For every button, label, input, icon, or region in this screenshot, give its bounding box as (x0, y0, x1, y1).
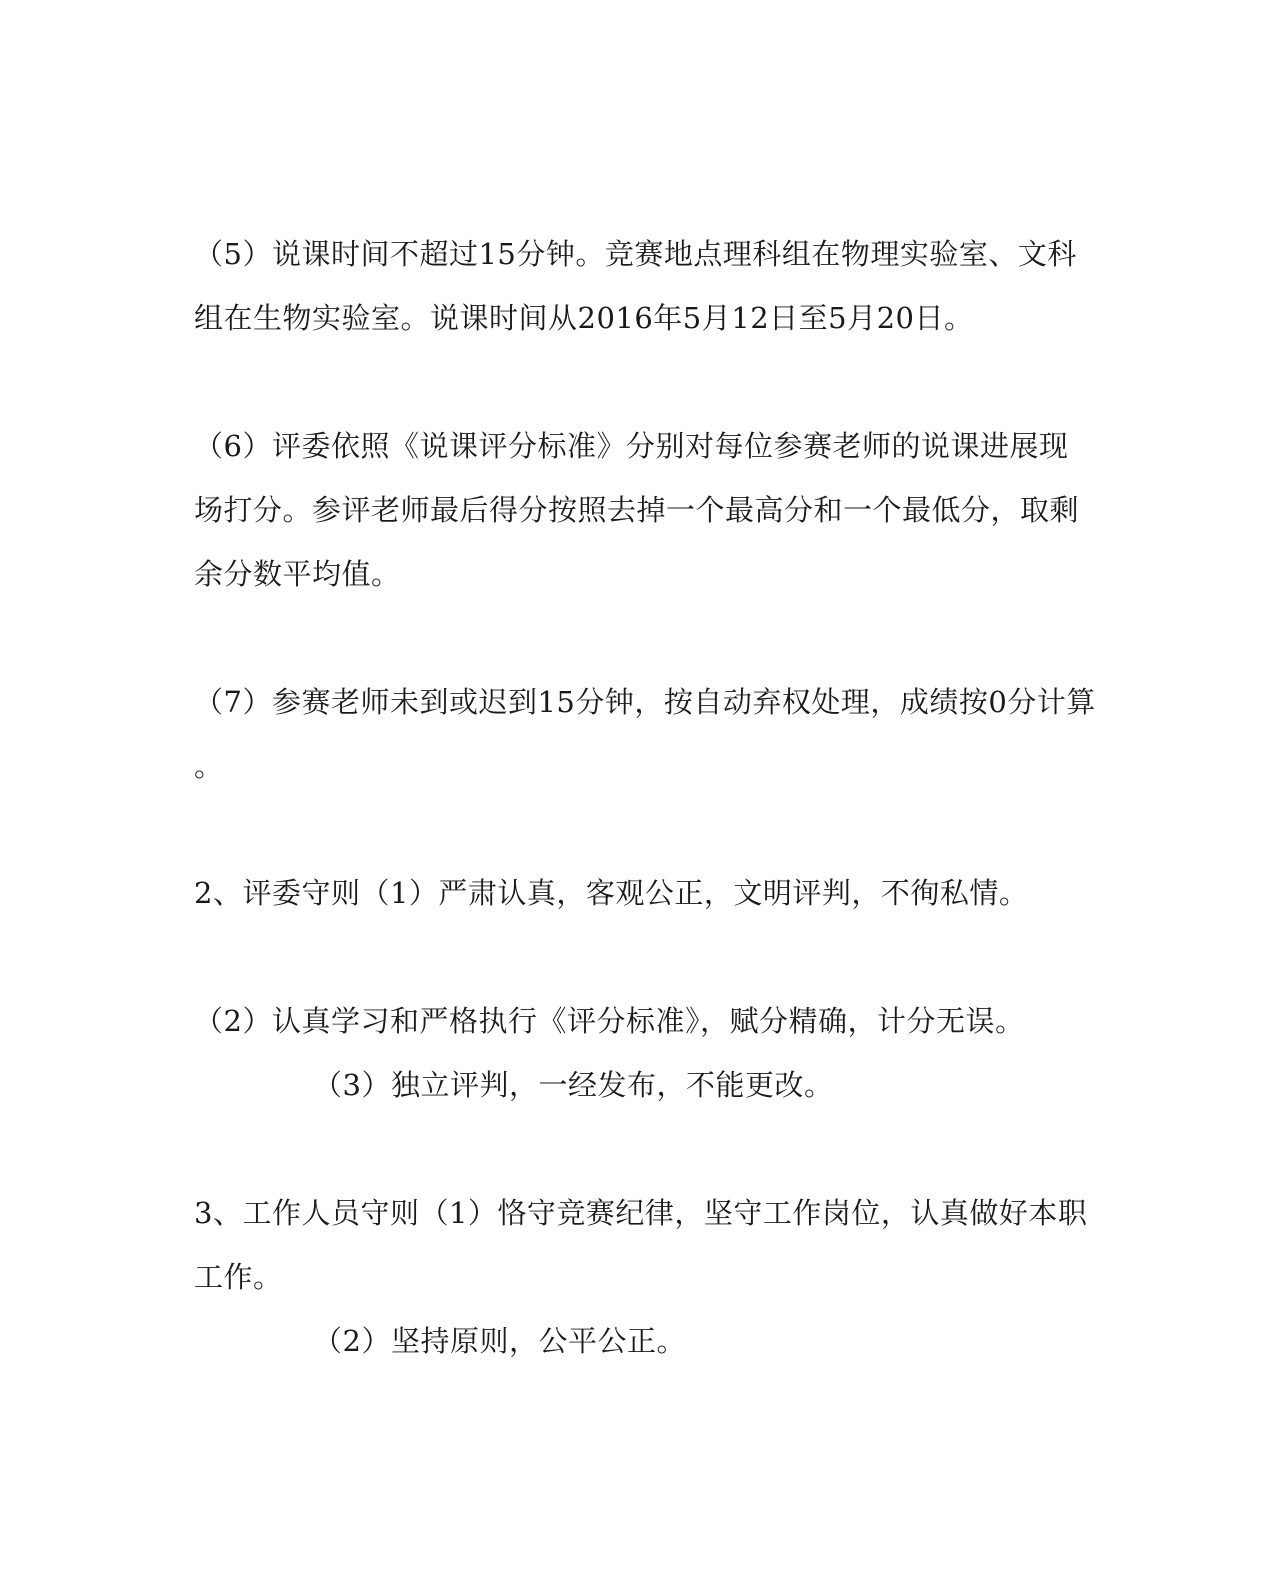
paragraph-5-line-2: 组在生物实验室。说课时间从2016年5月12日至5月20日。 (194, 301, 974, 335)
paragraph-7-line-1: （7）参赛老师未到或迟到15分钟，按自动弃权处理，成绩按0分计算 (194, 685, 1096, 719)
paragraph-6-line-3: 余分数平均值。 (194, 557, 401, 591)
judges-rule-2: （2）认真学习和严格执行《评分标准》，赋分精确，计分无误。 (194, 1004, 1025, 1038)
judges-rules-line: 2、评委守则（1）严肃认真，客观公正，文明评判，不徇私情。 (194, 876, 1029, 910)
staff-rule-2: （2）坚持原则，公平公正。 (313, 1324, 686, 1358)
staff-rules-line-2: 工作。 (194, 1260, 283, 1294)
paragraph-5-line-1: （5）说课时间不超过15分钟。竞赛地点理科组在物理实验室、文科 (194, 237, 1077, 271)
paragraph-6-line-2: 场打分。参评老师最后得分按照去掉一个最高分和一个最低分，取剩 (194, 493, 1080, 527)
paragraph-7-line-2: 。 (194, 749, 224, 783)
paragraph-6-line-1: （6）评委依照《说课评分标准》分别对每位参赛老师的说课进展现 (194, 429, 1069, 463)
judges-rule-3: （3）独立评判，一经发布，不能更改。 (313, 1068, 834, 1102)
staff-rules-line-1: 3、工作人员守则（1）恪守竞赛纪律，坚守工作岗位，认真做好本职 (194, 1196, 1088, 1230)
